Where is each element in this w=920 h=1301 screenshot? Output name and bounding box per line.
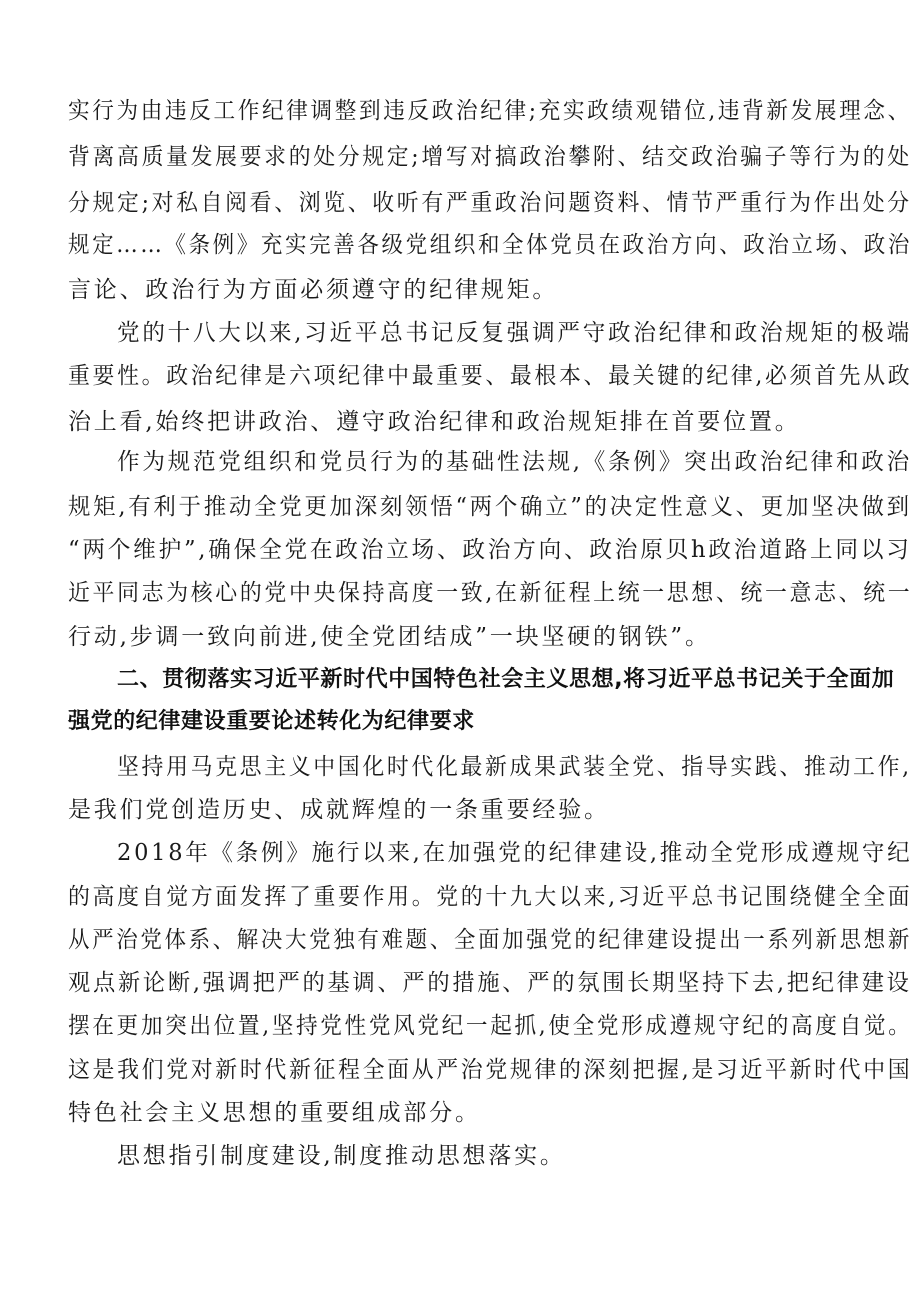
text-line: 重要性。政治纪律是六项纪律中最重要、最根本、最关键的纪律,必须首先从政 — [68, 363, 913, 389]
text-line: 言论、政治行为方面必须遵守的纪律规矩。 — [68, 277, 559, 303]
text-line: 坚持用马克思主义中国化时代化最新成果武装全党、指导实践、推动工作, — [117, 754, 912, 780]
text-line: 分规定;对私自阅看、浏览、收听有严重政治问题资料、情节严重行为作出处分 — [68, 190, 912, 216]
section-heading: 强党的纪律建设重要论述转化为纪律要求 — [68, 709, 475, 734]
text-line: 从严治党体系、解决大党独有难题、全面加强党的纪律建设提出一系列新思想新 — [68, 927, 912, 953]
text-line: “两个维护”,确保全党在政治立场、政治方向、政治原贝h政治道路上同以习 — [68, 537, 912, 563]
text-line: 2018年《条例》施行以来,在加强党的纪律建设,推动全党形成遵规守纪 — [117, 840, 913, 866]
text-line: 背离高质量发展要求的处分规定;增写对搞政治攀附、结交政治骗子等行为的处 — [68, 144, 912, 170]
text-line: 实行为由违反工作纪律调整到违反政治纪律;充实政绩观错位,违背新发展理念、 — [68, 98, 912, 124]
text-line: 治上看,始终把讲政治、遵守政治纪律和政治规矩排在首要位置。 — [68, 409, 801, 435]
text-line: 规定……《条例》充实完善各级党组织和全体党员在政治方向、政治立场、政治 — [68, 232, 912, 258]
text-line: 近平同志为核心的党中央保持高度一致,在新征程上统一思想、统一意志、统一 — [68, 580, 913, 606]
text-line: 作为规范党组织和党员行为的基础性法规,《条例》突出政治纪律和政治 — [117, 449, 912, 475]
text-line: 观点新论断,强调把严的基调、严的措施、严的氛围长期坚持下去,把纪律建设 — [68, 970, 912, 996]
text-line: 思想指引制度建设,制度推动思想落实。 — [117, 1143, 566, 1169]
text-line: 特色社会主义思想的重要组成部分。 — [68, 1100, 481, 1126]
text-line: 是我们党创造历史、成就辉煌的一条重要经验。 — [68, 797, 610, 823]
text-line: 规矩,有利于推动全党更加深刻领悟“两个确立”的决定性意义、更加坚决做到 — [68, 494, 912, 520]
text-line: 摆在更加突出位置,坚持党性党风党纪一起抓,使全党形成遵规守纪的高度自觉。 — [68, 1013, 913, 1039]
text-line: 的高度自觉方面发挥了重要作用。党的十九大以来,习近平总书记围绕健全全面 — [68, 884, 913, 910]
text-line: 党的十八大以来,习近平总书记反复强调严守政治纪律和政治规矩的极端 — [117, 320, 912, 346]
text-line: 行动,步调一致向前进,使全党团结成”一块坚硬的钢铁”。 — [68, 624, 711, 650]
text-line: 这是我们党对新时代新征程全面从严治党规律的深刻把握,是习近平新时代中国 — [68, 1057, 913, 1083]
section-heading: 二、贯彻落实习近平新时代中国特色社会主义思想,将习近平总书记关于全面加 — [117, 667, 895, 692]
